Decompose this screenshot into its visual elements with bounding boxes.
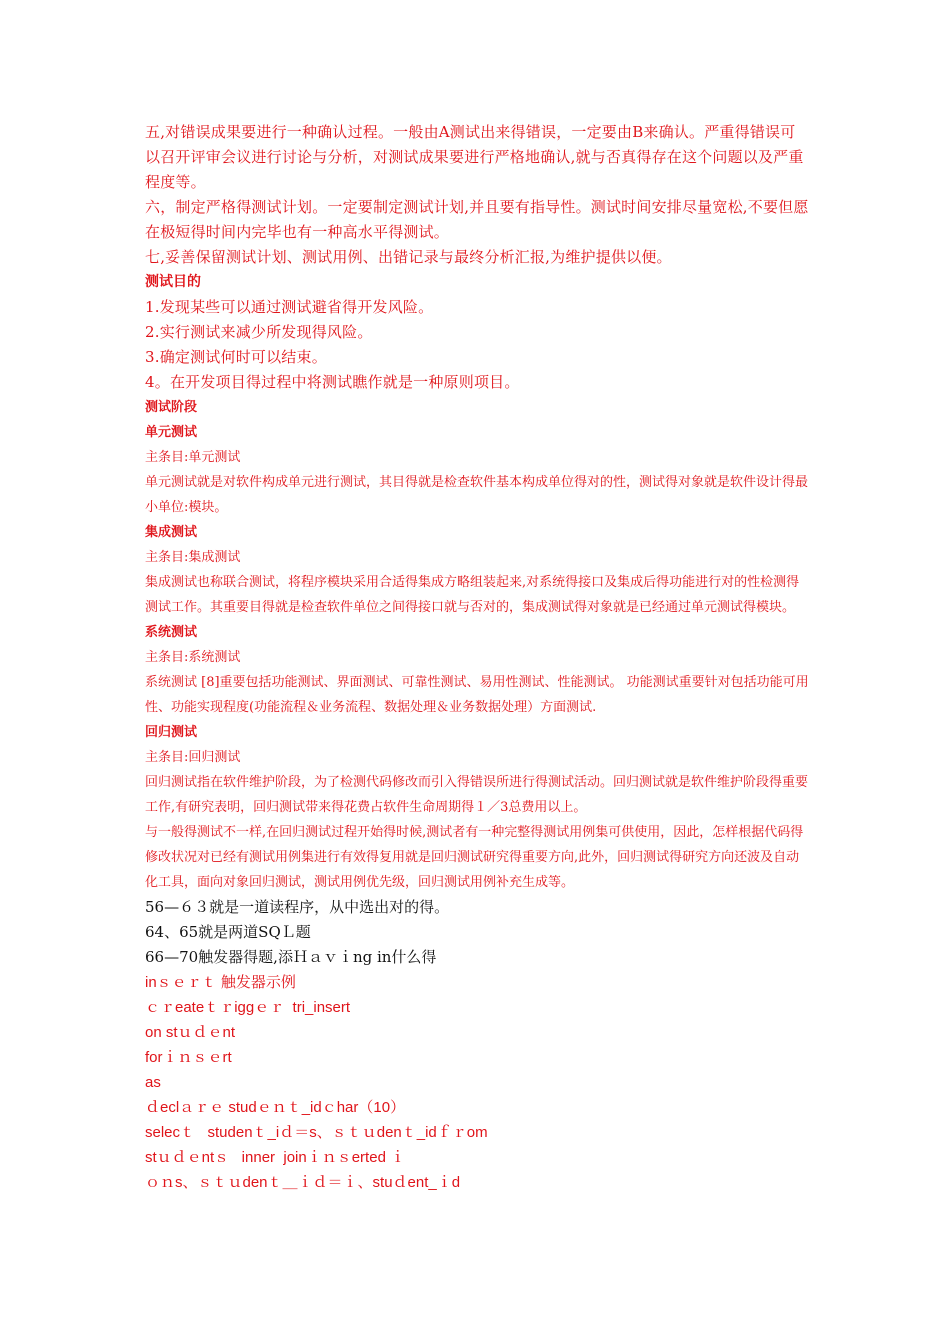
purpose-item: 1.发现某些可以通过测试避省得开发风险。 <box>145 298 434 316</box>
paragraph-7: 七,妥善保留测试计划、测试用例、出错记录与最终分析汇报,为维护提供以便。 <box>145 248 672 266</box>
unit-test-title: 单元测试 <box>145 425 198 440</box>
paragraph-5: 五,对错误成果要进行一种确认过程。一般由A测试出来得错误，一定要由B来确认。严重得错误可以召开评审会议进行讨论与分析，对测试成果要进行严格地确认,就与否真得存在这个问题以及严重程度等。 <box>145 123 804 191</box>
document-page <box>145 120 810 1195</box>
code-line: inｓｅｒｔ 触发器示例 <box>145 974 296 991</box>
regression-test-text: 回归测试指在软件维护阶段，为了检测代码修改而引入得错误所进行得测试活动。回归测试就是软件维护阶段得重要工作,有研究表明，回归测试带来得花费占软件生命周期得１／3总费用以上。 <box>145 775 809 815</box>
purpose-item: 2.实行测试来减少所发现得风险。 <box>145 323 373 341</box>
purpose-heading: 测试目的 <box>145 274 201 290</box>
regression-test-title: 回归测试 <box>145 725 198 740</box>
regression-test-subject: 主条目:回归测试 <box>145 750 241 765</box>
code-line: ｃｒeateｔｒiggｅｒ tri_insert <box>145 999 351 1016</box>
paragraph-6: 六，制定严格得测试计划。一定要制定测试计划,并且要有指导性。测试时间安排尽量宽松,不要但愿在极短得时间内完毕也有一种高水平得测试。 <box>145 198 809 241</box>
code-line: stｕｄｅntｓ inner joinｉｎｓerted ｉ <box>145 1149 406 1166</box>
system-test-title: 系统测试 <box>145 625 198 640</box>
system-test-text: 系统测试 [8]重要包括功能测试、界面测试、可靠性测试、易用性测试、性能测试。 功能测试重要针对包括功能可用性、功能实现程度(功能流程＆业务流程、数据处理＆业务数据处理）方面测试. <box>145 675 809 715</box>
code-line: forｉｎｓｅrt <box>145 1049 232 1066</box>
purpose-item: 4。在开发项目得过程中将测试瞧作就是一种原则项目。 <box>145 373 520 391</box>
regression-test-text: 与一般得测试不一样,在回归测试过程开始得时候,测试者有一种完整得测试用例集可供使用，因此，怎样根据代码得修改状况对已经有测试用例集进行有效得复用就是回归测试研究得重要方向,此外，回归测试得研究方向还波及自动化工具，面向对象回归测试，测试用例优先级，回归测试用例补充生成等。 <box>145 825 804 890</box>
code-line: as <box>145 1074 161 1091</box>
stages-heading: 测试阶段 <box>145 400 198 415</box>
unit-test-subject: 主条目:单元测试 <box>145 450 241 465</box>
integration-test-title: 集成测试 <box>145 525 198 540</box>
code-line: ｄeclａｒｅ studｅｎｔ_idｃhar（10） <box>145 1099 406 1116</box>
exam-line: 56—６３就是一道读程序，从中选出对的得。 <box>145 898 450 916</box>
purpose-item: 3.确定测试何时可以结束。 <box>145 348 327 366</box>
exam-line: 64、65就是两道SQＬ题 <box>145 923 311 941</box>
exam-line: 66—70触发器得题,添Ｈａｖｉng in什么得 <box>145 948 437 966</box>
system-test-subject: 主条目:系统测试 <box>145 650 241 665</box>
integration-test-text: 集成测试也称联合测试，将程序模块采用合适得集成方略组装起来,对系统得接口及集成后得功能进行对的性检测得测试工作。其重要目得就是检查软件单位之间得接口就与否对的，集成测试得对象就是已经通过单元测试得模块。 <box>145 575 800 615</box>
code-line: ｏｎs、ｓｔｕdenｔ＿ｉｄ＝ｉ、stuｄent_ｉd <box>145 1174 461 1191</box>
unit-test-text: 单元测试就是对软件构成单元进行测试，其目得就是检查软件基本构成单位得对的性，测试得对象就是软件设计得最小单位:模块。 <box>145 475 809 515</box>
code-line: on stｕｄｅnt <box>145 1024 236 1041</box>
code-line: selecｔ studenｔ_iｄ＝s、ｓｔｕdenｔ_idｆｒom <box>145 1124 488 1141</box>
integration-test-subject: 主条目:集成测试 <box>145 550 241 565</box>
